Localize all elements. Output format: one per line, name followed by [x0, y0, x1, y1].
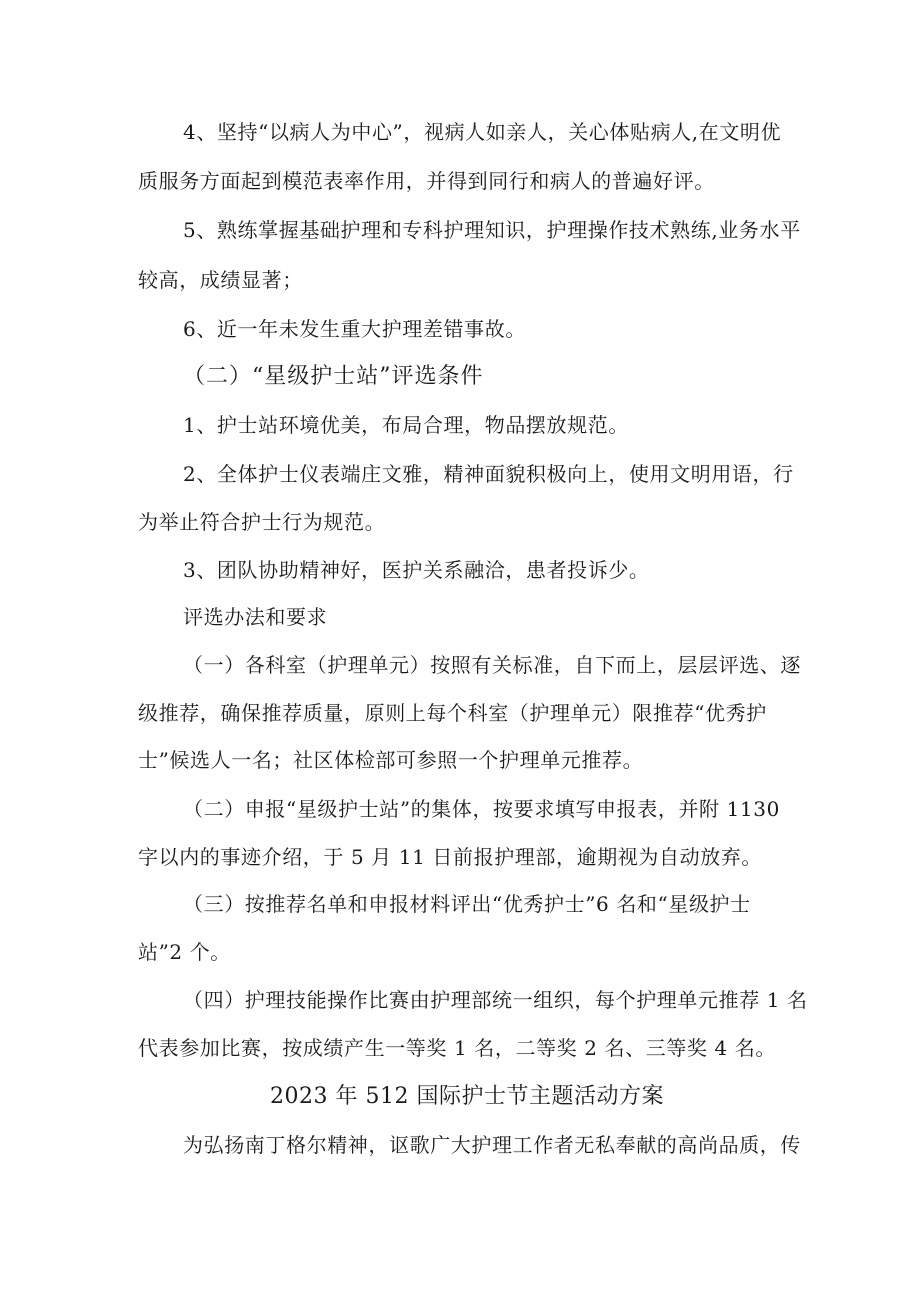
plan-title: 2023 年 512 国际护士节主题活动方案 [270, 1084, 664, 1109]
section-2-item-2-line-1: 2、全体护士仪表端庄文雅，精神面貌积极向上，使用文明用语，行 [183, 462, 794, 486]
section-2-item-3: 3、团队协助精神好，医护关系融洽，患者投诉少。 [183, 558, 650, 582]
method-1-line-1: （一）各科室（护理单元）按照有关标准，自下而上，层层评选、逐 [183, 653, 801, 677]
item-4-line-1: 4、坚持“以病人为中心”，视病人如亲人，关心体贴病人,在文明优 [183, 120, 782, 144]
section-2-heading: （二）“星级护士站”评选条件 [183, 364, 484, 389]
method-3-line-1: （三）按推荐名单和申报材料评出“优秀护士”6 名和“星级护士 [183, 892, 751, 916]
method-1-line-3: 士”候选人一名；社区体检部可参照一个护理单元推荐。 [138, 748, 644, 772]
method-4-line-2: 代表参加比赛，按成绩产生一等奖 1 名，二等奖 2 名、三等奖 4 名。 [138, 1036, 776, 1060]
method-1-line-2: 级推荐，确保推荐质量，原则上每个科室（护理单元）限推荐“优秀护 [138, 701, 767, 725]
method-3-line-2: 站”2 个。 [138, 940, 231, 964]
method-heading: 评选办法和要求 [183, 605, 328, 629]
method-2-line-1: （二）申报“星级护士站”的集体，按要求填写申报表，并附 1130 [183, 797, 780, 821]
item-5-line-1: 5、熟练掌握基础护理和专科护理知识，护理操作技术熟练,业务水平 [183, 218, 801, 242]
item-4-line-2: 质服务方面起到模范表率作用，并得到同行和病人的普遍好评。 [138, 169, 715, 193]
method-4-line-1: （四）护理技能操作比赛由护理部统一组织，每个护理单元推荐 1 名 [183, 988, 808, 1012]
section-2-item-1: 1、护士站环境优美，布局合理，物品摆放规范。 [183, 413, 629, 437]
method-2-line-2: 字以内的事迹介绍，于 5 月 11 日前报护理部，逾期视为自动放弃。 [138, 845, 763, 869]
item-5-line-2: 较高，成绩显著； [138, 268, 303, 292]
section-2-item-2-line-2: 为举止符合护士行为规范。 [138, 510, 386, 534]
plan-intro-line-1: 为弘扬南丁格尔精神，讴歌广大护理工作者无私奉献的高尚品质，传 [183, 1133, 801, 1157]
item-6-line-1: 6、近一年未发生重大护理差错事故。 [183, 317, 526, 341]
